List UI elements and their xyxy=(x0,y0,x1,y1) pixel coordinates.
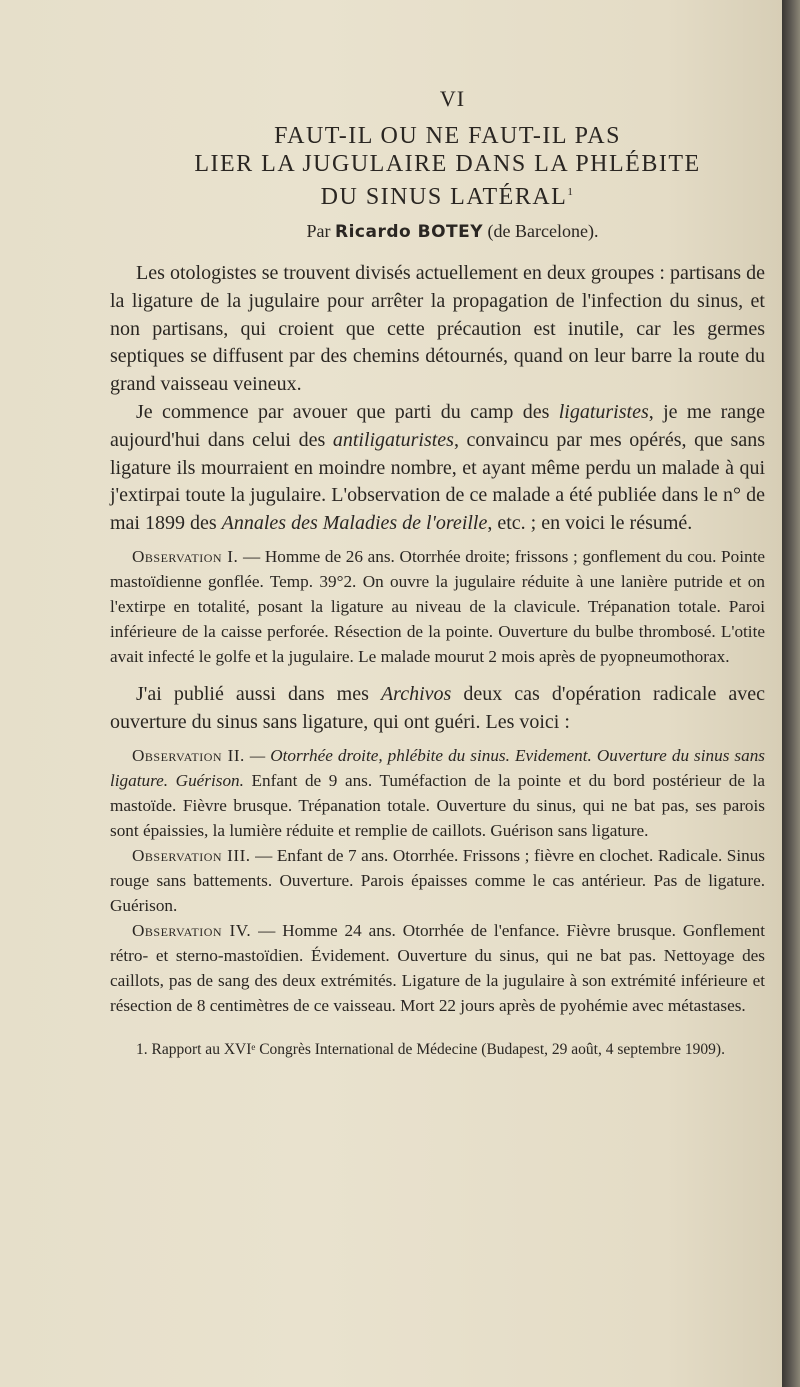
observation-2-label: Observation II. xyxy=(132,745,245,765)
observation-2-heading: — Otorrhée droite, phlébite du sinus. Evidement. Ouverture du sinus sans ligature. Guérison. xyxy=(110,745,765,790)
p2-italic-ligaturistes: ligaturistes xyxy=(558,400,649,423)
title-line-3-text: DU SINUS LATÉRAL xyxy=(320,184,568,210)
title-line-3 xyxy=(130,178,765,211)
observation-3-label: Observation III. xyxy=(132,845,251,865)
p2-text-b: , je me range aujourd'hui dans celui des xyxy=(110,400,766,451)
observation-1 xyxy=(110,544,765,669)
observation-4 xyxy=(110,918,765,1018)
observation-4-text: — Homme 24 ans. Otorrhée de l'enfance. Fièvre brusque. Gonflement rétro- et sterno-mastoïdien. Évidement. Ouverture du sinus, qui ne bat pas. Nettoyage des caillots, pas de sang des deux extrémités. Ligature de la jugulaire à son extrémité inférieure et résection de 8 centimètres de ce vaisseau. Mort 22 jours après de pyohémie avec métastases. xyxy=(110,920,765,1015)
observation-2 xyxy=(110,743,765,843)
author-prefix: Par xyxy=(306,221,331,241)
title-footnote-mark: 1 xyxy=(567,186,575,198)
book-spine-shadow xyxy=(782,0,800,1387)
paragraph-position xyxy=(110,399,765,538)
observation-1-label: Observation I. xyxy=(132,546,239,566)
author-line xyxy=(110,221,765,242)
p2-italic-antiligaturistes: antiligaturistes xyxy=(332,428,454,451)
title-line-2: LIER LA JUGULAIRE DANS LA PHLÉBITE xyxy=(194,151,701,177)
observation-4-label: Observation IV. xyxy=(132,920,252,940)
title-line-1: FAUT-IL OU NE FAUT-IL PAS xyxy=(274,123,621,149)
observation-2-text: Enfant de 9 ans. Tuméfaction de la pointe et du bord postérieur de la mastoïde. Fièvre brusque. Trépanation totale. Ouverture du sinus, qui ne bat pas, ses parois sont épaissies, la lumière réduite et remplie de caillots. Guérison sans ligature. xyxy=(110,770,766,840)
article-title xyxy=(110,122,765,211)
paragraph-intro: Les otologistes se trouvent divisés actuellement en deux groupes : partisans de la ligature de la jugulaire pour arrêter la propagation de l'infection du sinus, et non partisans, qui croient que cette précaution est inutile, car les germes septiques se diffusent par des chemins détournés, quand on leur barre la route du grand vaisseau veineux. xyxy=(110,262,765,396)
paragraph-archivos xyxy=(110,681,765,737)
footnote: 1. Rapport au XVIᵉ Congrès International de Médecine (Budapest, 29 août, 4 septembre 1909). xyxy=(136,1040,725,1058)
p3-text-a: J'ai publié aussi dans mes xyxy=(136,682,381,705)
p3-text-b: deux cas d'opération radicale avec ouverture du sinus sans ligature, qui ont guéri. Les voici : xyxy=(110,682,765,733)
observation-3-text: — Enfant de 7 ans. Otorrhée. Frissons ; fièvre en clochet. Radicale. Sinus rouge sans battements. Ouverture. Parois épaisses comme le cas antérieur. Pas de ligature. Guérison. xyxy=(110,845,765,915)
page-content xyxy=(110,86,765,1060)
observation-1-text: — Homme de 26 ans. Otorrhée droite; frissons ; gonflement du cou. Pointe mastoïdienne gonflée. Temp. 39°2. On ouvre la jugulaire réduite à une lanière putride et on l'extirpe en totalité, posant la ligature au niveau de la clavicule. Trépanation totale. Paroi inférieure de la caisse perforée. Résection de la pointe. Ouverture du bulbe thrombosé. L'otite avait infecté le golfe et la jugulaire. Le malade mourut 2 mois après de pyopneumothorax. xyxy=(110,546,765,666)
author-affiliation: (de Barcelone). xyxy=(487,221,599,241)
p2-text-a: Je commence par avouer que parti du camp des xyxy=(136,400,559,423)
chapter-number: VI xyxy=(439,86,466,111)
p2-italic-annales: Annales des Maladies de l'oreille xyxy=(221,512,488,535)
author-name: Ricardo BOTEY xyxy=(335,222,484,242)
observation-3 xyxy=(110,843,765,918)
p2-text-c: , convaincu par mes opérés, que sans ligature ils mourraient en moindre nombre, et ayant même perdu un malade à qui j'extirpai toute la jugulaire. L'observation de ce malade a été publiée dans le n° de mai 1899 des xyxy=(110,428,765,535)
p2-text-d: , etc. ; en voici le résumé. xyxy=(487,512,693,535)
p3-italic-archivos: Archivos xyxy=(380,682,452,705)
